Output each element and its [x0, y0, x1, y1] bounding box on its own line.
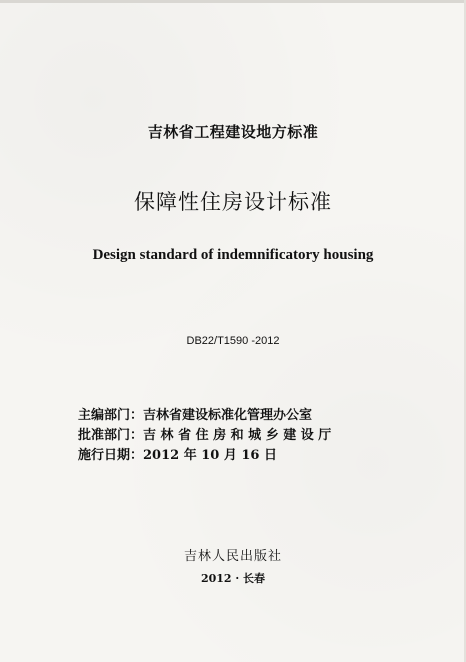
- standard-code: DB22/T1590 -2012: [186, 335, 280, 347]
- title-english: Design standard of indemnificatory housing: [92, 247, 374, 263]
- info-row-approver: [78, 424, 398, 444]
- info-value: 吉林省建设标准化管理办公室: [143, 408, 313, 423]
- info-block: [78, 404, 398, 464]
- publication-place: 2012 · 长春: [200, 572, 266, 585]
- publisher: 吉林人民出版社: [183, 549, 282, 564]
- info-label: 主编部门：: [78, 408, 144, 423]
- title-chinese: 保障性住房设计标准: [134, 190, 332, 214]
- info-label: 批准部门：: [78, 428, 144, 443]
- info-row-effective-date: [78, 444, 398, 464]
- scan-edge-top: [0, 0, 466, 3]
- info-label: 施行日期：: [78, 448, 144, 463]
- info-row-editor: [78, 404, 398, 424]
- info-value: 吉 林 省 住 房 和 城 乡 建 设 厅: [143, 428, 332, 443]
- standard-category: 吉林省工程建设地方标准: [147, 123, 319, 141]
- info-value: 2012 年 10 月 16 日: [143, 448, 278, 463]
